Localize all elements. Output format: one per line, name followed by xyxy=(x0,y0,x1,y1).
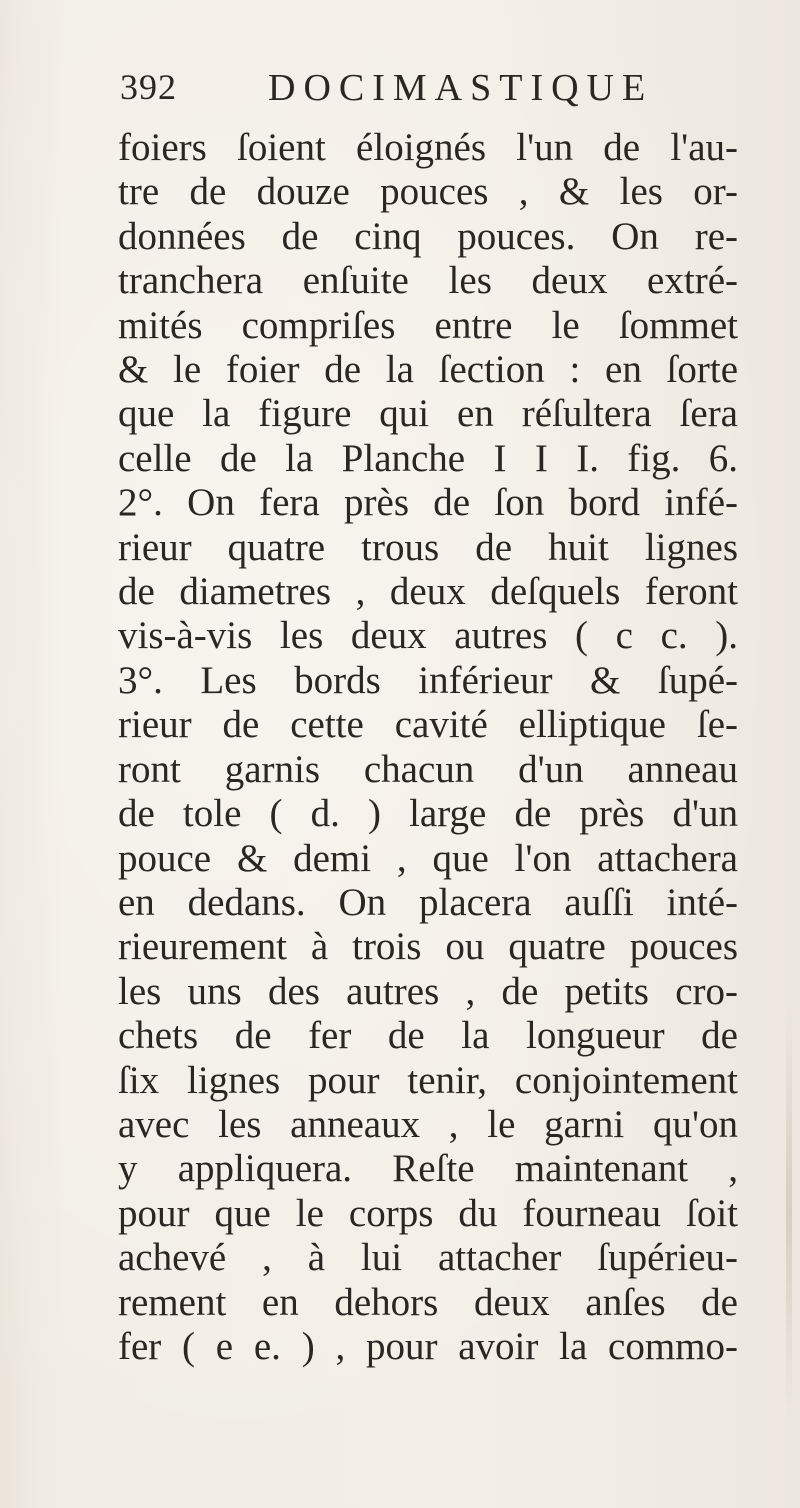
text-line: rieur de cette cavité elliptique ſe- xyxy=(118,703,738,747)
text-line: ſix lignes pour tenir, conjointement xyxy=(118,1058,738,1102)
text-line: de tole ( d. ) large de près d'un xyxy=(118,792,738,836)
text-line: tranchera enſuite les deux extré- xyxy=(118,259,738,303)
text-line: celle de la Planche I I I. fig. 6. xyxy=(118,436,738,480)
text-line: y appliquera. Reſte maintenant , xyxy=(118,1147,738,1191)
text-line: 2°. On fera près de ſon bord infé- xyxy=(118,481,738,525)
page-number: 392 xyxy=(120,67,177,107)
text-line: rieur quatre trous de huit lignes xyxy=(118,525,738,569)
text-line: données de cinq pouces. On re- xyxy=(118,214,738,258)
text-line: fer ( e e. ) , pour avoir la commo- xyxy=(118,1324,738,1368)
text-line: ront garnis chacun d'un anneau xyxy=(118,747,738,791)
text-line: pour que le corps du fourneau ſoit xyxy=(118,1191,738,1235)
text-line: avec les anneaux , le garni qu'on xyxy=(118,1102,738,1146)
text-line: rieurement à trois ou quatre pouces xyxy=(118,925,738,969)
text-line: mités compriſes entre le ſommet xyxy=(118,303,738,347)
text-line: que la figure qui en réſultera ſera xyxy=(118,392,738,436)
text-line: tre de douze pouces , & les or- xyxy=(118,170,738,214)
paper-stain xyxy=(786,1000,792,1420)
text-line: foiers ſoient éloignés l'un de l'au- xyxy=(118,126,738,169)
text-line: chets de fer de la longueur de xyxy=(118,1014,738,1058)
text-line: achevé , à lui attacher ſupérieu- xyxy=(118,1236,738,1280)
page-header xyxy=(120,66,730,116)
text-line: de diametres , deux deſquels feront xyxy=(118,570,738,614)
body-text xyxy=(118,126,738,1369)
text-line: en dedans. On placera auſſi inté- xyxy=(118,880,738,924)
text-line: les uns des autres , de petits cro- xyxy=(118,969,738,1013)
text-line: 3°. Les bords inférieur & ſupé- xyxy=(118,658,738,702)
text-line: & le foier de la ſection : en ſorte xyxy=(118,348,738,392)
text-line: rement en dehors deux anſes de xyxy=(118,1280,738,1324)
text-line: vis-à-vis les deux autres ( c c. ). xyxy=(118,614,738,658)
running-title: DOCIMASTIQUE xyxy=(268,67,654,109)
text-line: pouce & demi , que l'on attachera xyxy=(118,836,738,880)
